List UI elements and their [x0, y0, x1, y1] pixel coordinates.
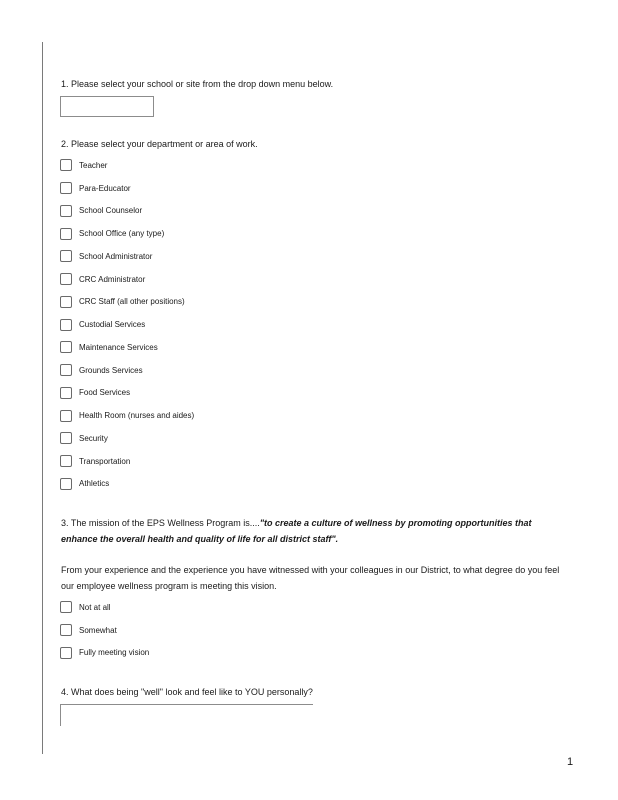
option-label: Not at all [79, 602, 111, 612]
department-option[interactable] [60, 222, 194, 245]
wellness-answer-field[interactable] [60, 704, 313, 726]
department-option[interactable] [60, 427, 194, 450]
option-label: Transportation [79, 456, 131, 466]
department-option[interactable] [60, 313, 194, 336]
option-label: School Office (any type) [79, 229, 165, 239]
option-label: Teacher [79, 160, 108, 170]
checkbox[interactable] [60, 601, 72, 613]
checkbox[interactable] [60, 228, 72, 240]
option-label: CRC Administrator [79, 274, 146, 284]
checkbox[interactable] [60, 319, 72, 331]
option-label: CRC Staff (all other positions) [79, 297, 185, 307]
department-option[interactable] [60, 382, 194, 405]
question-1-text: 1. Please select your school or site from the drop down menu below. [61, 79, 334, 89]
checkbox[interactable] [60, 387, 72, 399]
question-2-text: 2. Please select your department or area of work. [61, 139, 258, 149]
vision-option[interactable] [60, 596, 149, 619]
option-label: Para-Educator [79, 183, 131, 193]
department-option[interactable] [60, 245, 194, 268]
checkbox[interactable] [60, 250, 72, 262]
checkbox[interactable] [60, 341, 72, 353]
department-option[interactable] [60, 473, 194, 496]
checkbox[interactable] [60, 624, 72, 636]
checkbox[interactable] [60, 647, 72, 659]
checkbox[interactable] [60, 364, 72, 376]
option-label: Health Room (nurses and aides) [79, 411, 195, 421]
department-option[interactable] [60, 200, 194, 223]
department-option[interactable] [60, 336, 194, 359]
department-option[interactable] [60, 177, 194, 200]
checkbox[interactable] [60, 478, 72, 490]
option-label: Athletics [79, 479, 110, 489]
page-margin-line [42, 42, 43, 754]
department-option[interactable] [60, 291, 194, 314]
department-option[interactable] [60, 404, 194, 427]
school-site-dropdown[interactable] [60, 96, 154, 117]
page-number: 1 [567, 756, 574, 768]
mission-quote: "to create a culture of wellness by promoting opportunities that enhance the overall health and quality of life for all district staff". [61, 518, 532, 544]
checkbox[interactable] [60, 182, 72, 194]
department-option[interactable] [60, 450, 194, 473]
vision-option[interactable] [60, 619, 149, 642]
checkbox[interactable] [60, 159, 72, 171]
option-label: Food Services [79, 388, 131, 398]
question-3-text [61, 515, 561, 547]
vision-option[interactable] [60, 642, 149, 665]
question-3-prefix: 3. The mission of the EPS Wellness Program is.... [61, 518, 260, 528]
option-label: Grounds Services [79, 365, 143, 375]
checkbox[interactable] [60, 273, 72, 285]
option-label: Maintenance Services [79, 342, 158, 352]
checkbox[interactable] [60, 410, 72, 422]
vision-options [60, 596, 149, 664]
department-option[interactable] [60, 154, 194, 177]
option-label: Security [79, 433, 108, 443]
option-label: School Counselor [79, 206, 143, 216]
question-4-text: 4. What does being "well" look and feel like to YOU personally? [61, 687, 313, 697]
question-3-followup: From your experience and the experience you have witnessed with your colleagues in our District, to what degree do you feel our employee wellness program is meeting this vision. [61, 565, 560, 591]
option-label: Fully meeting vision [79, 648, 150, 658]
checkbox[interactable] [60, 432, 72, 444]
checkbox[interactable] [60, 205, 72, 217]
option-label: School Administrator [79, 251, 153, 261]
checkbox[interactable] [60, 455, 72, 467]
department-options [60, 154, 194, 495]
department-option[interactable] [60, 268, 194, 291]
checkbox[interactable] [60, 296, 72, 308]
option-label: Custodial Services [79, 320, 146, 330]
department-option[interactable] [60, 359, 194, 382]
option-label: Somewhat [79, 625, 117, 635]
